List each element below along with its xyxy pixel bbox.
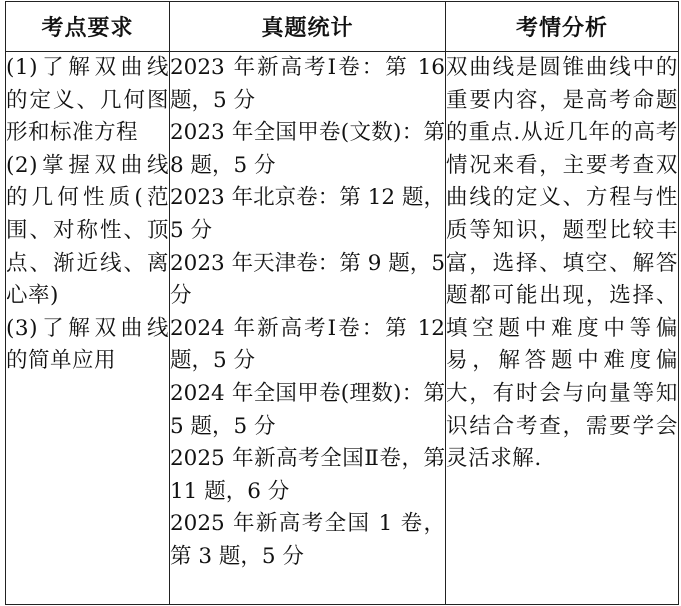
exam-stat-item: 2024 年全国甲卷(理数)：第 5 题，5 分 bbox=[170, 380, 445, 439]
requirement-item: (2)掌握双曲线的几何性质(范围、对称性、顶点、渐近线、离心率) bbox=[6, 152, 169, 309]
requirement-item: (3)了解双曲线的简单应用 bbox=[6, 315, 169, 374]
exam-stat-item: 2023 年新高考Ⅰ卷：第 16 题，5 分 bbox=[170, 55, 445, 113]
exam-stat-item: 2023 年全国甲卷(文数)：第 8 题，5 分 bbox=[170, 120, 445, 178]
exam-stat-item: 2025 年新高考全国 1 卷，第 3 题，5 分 bbox=[170, 511, 445, 569]
header-analysis: 考情分析 bbox=[446, 2, 679, 52]
content-row bbox=[6, 52, 679, 605]
exam-stat-item: 2024 年新高考Ⅰ卷：第 12 题，5 分 bbox=[170, 315, 445, 374]
requirement-item: (1)了解双曲线的定义、几何图形和标准方程 bbox=[6, 55, 169, 146]
exam-stats-cell bbox=[170, 52, 446, 605]
exam-stat-item: 2025 年新高考全国Ⅱ卷，第 11 题，6 分 bbox=[170, 446, 445, 504]
exam-stat-item: 2023 年天津卷：第 9 题，5 分 bbox=[170, 250, 445, 309]
exam-analysis-table bbox=[5, 1, 679, 605]
analysis-cell: 双曲线是圆锥曲线中的重要内容，是高考命题的重点.从近几年的高考情况来看，主要考查双曲线的定义、方程与性质等知识，题型比较丰富，选择、填空、解答题都可能出现，选择、填空题中难度中等偏易，解答题中难度偏大，有时会与向量等知识结合考查，需要学会灵活求解. bbox=[446, 52, 679, 605]
header-row bbox=[6, 2, 679, 52]
header-requirements: 考点要求 bbox=[6, 2, 170, 52]
requirements-cell bbox=[6, 52, 170, 605]
exam-stat-item: 2023 年北京卷：第 12 题，5 分 bbox=[170, 185, 445, 243]
header-exam-stats: 真题统计 bbox=[170, 2, 446, 52]
